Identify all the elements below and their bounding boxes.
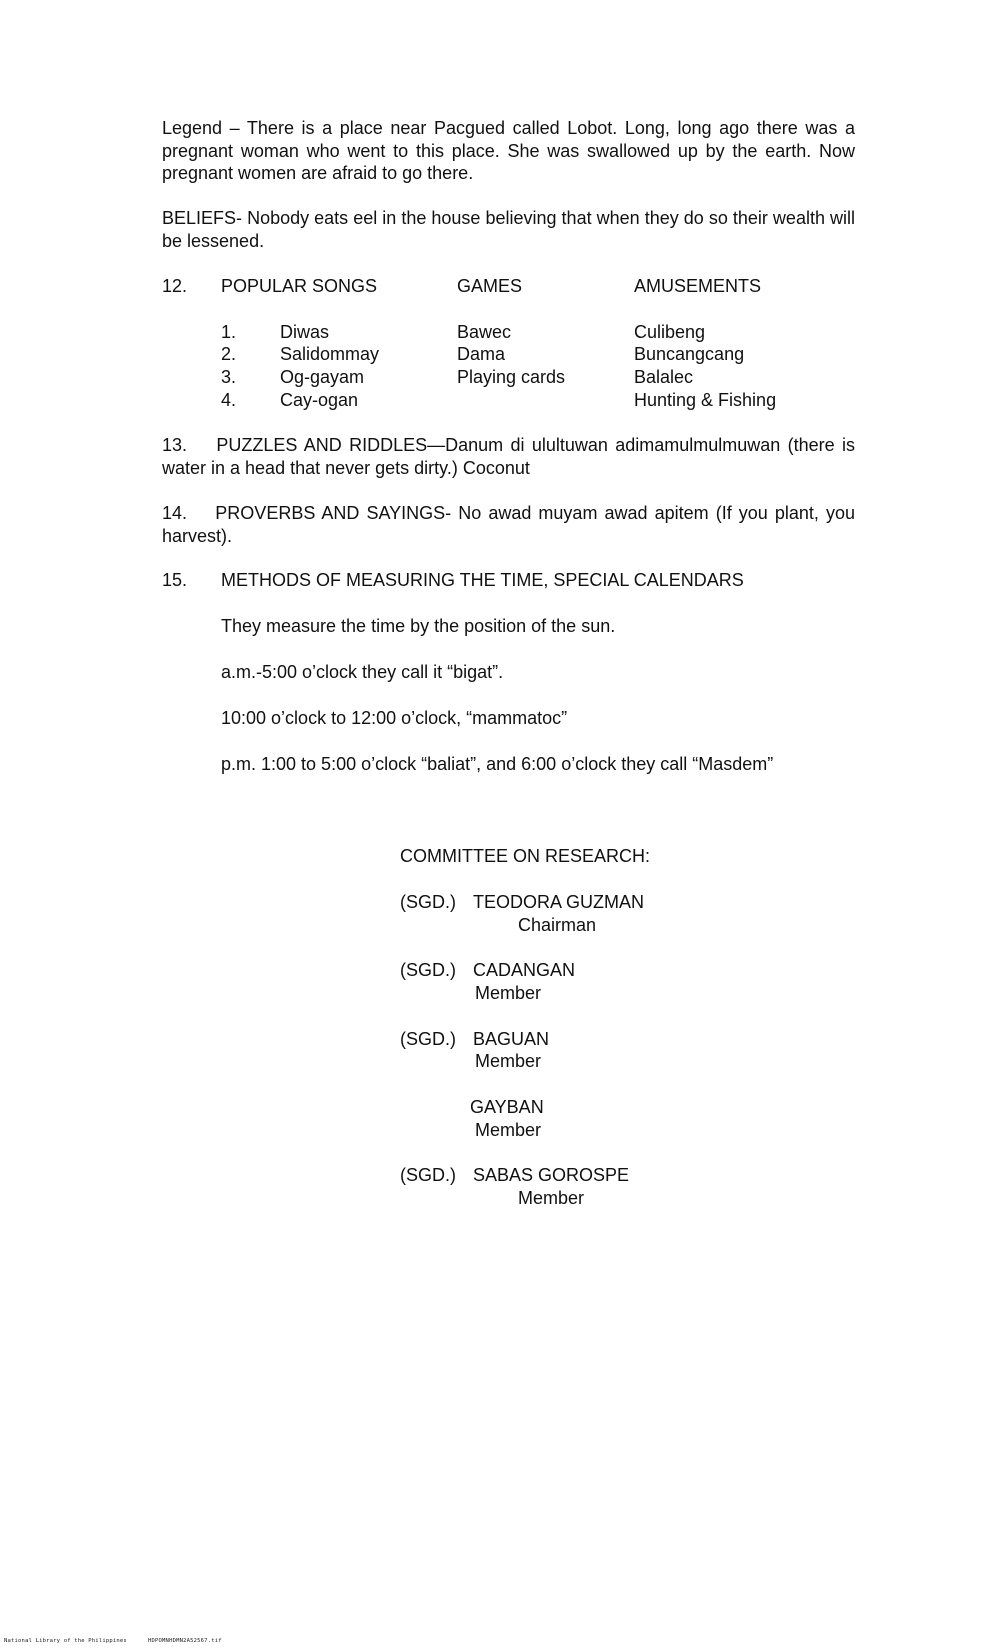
section-14-paragraph: 14. PROVERBS AND SAYINGS- No awad muyam awad apitem (If you plant, you harvest). [162,503,861,546]
row-number: 1. [221,322,237,342]
time-line: a.m.-5:00 o’clock they call it “bigat”. [221,662,504,682]
row-number: 3. [221,367,237,387]
header-popular-songs: POPULAR SONGS [221,276,378,296]
footer-file-id: HDPOMNHDMN2A52567.tif [148,1638,222,1644]
member-role: Member [518,1188,585,1208]
header-games: GAMES [457,276,523,296]
member-name: BAGUAN [473,1029,550,1049]
game-cell: Playing cards [457,367,566,387]
game-cell: Dama [457,344,506,364]
amusement-cell: Hunting & Fishing [634,390,777,410]
section-12-number: 12. [162,276,188,296]
time-line: They measure the time by the position of the sun. [221,616,616,636]
footer-library-label: National Library of the Philippines [4,1638,127,1644]
legend-paragraph: Legend – There is a place near Pacgued called Lobot. Long, long ago there was a pregnant woman who went to this place. She was swallowed up by the earth. Now pregnant women are afraid to go there. [162,118,855,183]
song-cell: Salidommay [280,344,380,364]
amusement-cell: Balalec [634,367,694,387]
amusement-cell: Culibeng [634,322,706,342]
member-name: TEODORA GUZMAN [473,892,645,912]
beliefs-paragraph: BELIEFS- Nobody eats eel in the house believing that when they do so their wealth will be lessened. [162,208,855,251]
sgd-mark: (SGD.) [400,1165,456,1185]
committee-heading: COMMITTEE ON RESEARCH: [400,846,651,866]
sgd-mark: (SGD.) [400,892,456,912]
sgd-mark: (SGD.) [400,960,456,980]
time-line: 10:00 o’clock to 12:00 o’clock, “mammatoc” [221,708,568,728]
song-cell: Og-gayam [280,367,365,387]
member-role: Member [475,1051,542,1071]
member-role: Chairman [518,915,597,935]
song-cell: Diwas [280,322,330,342]
member-name: GAYBAN [470,1097,544,1117]
row-number: 2. [221,344,237,364]
song-cell: Cay-ogan [280,390,359,410]
section-13-paragraph: 13. PUZZLES AND RIDDLES—Danum di ulultuwan adimamulmulmuwan (there is water in a head that never gets dirty.) Coconut [162,435,861,478]
amusement-cell: Buncangcang [634,344,745,364]
member-role: Member [475,983,542,1003]
member-name: SABAS GOROSPE [473,1165,630,1185]
sgd-mark: (SGD.) [400,1029,456,1049]
section-15-title: METHODS OF MEASURING THE TIME, SPECIAL CALENDARS [221,570,744,590]
section-15-number: 15. [162,570,188,590]
game-cell: Bawec [457,322,512,342]
member-role: Member [475,1120,542,1140]
member-name: CADANGAN [473,960,576,980]
time-line: p.m. 1:00 to 5:00 o’clock “baliat”, and 6:00 o’clock they call “Masdem” [221,754,774,774]
row-number: 4. [221,390,237,410]
header-amusements: AMUSEMENTS [634,276,762,296]
